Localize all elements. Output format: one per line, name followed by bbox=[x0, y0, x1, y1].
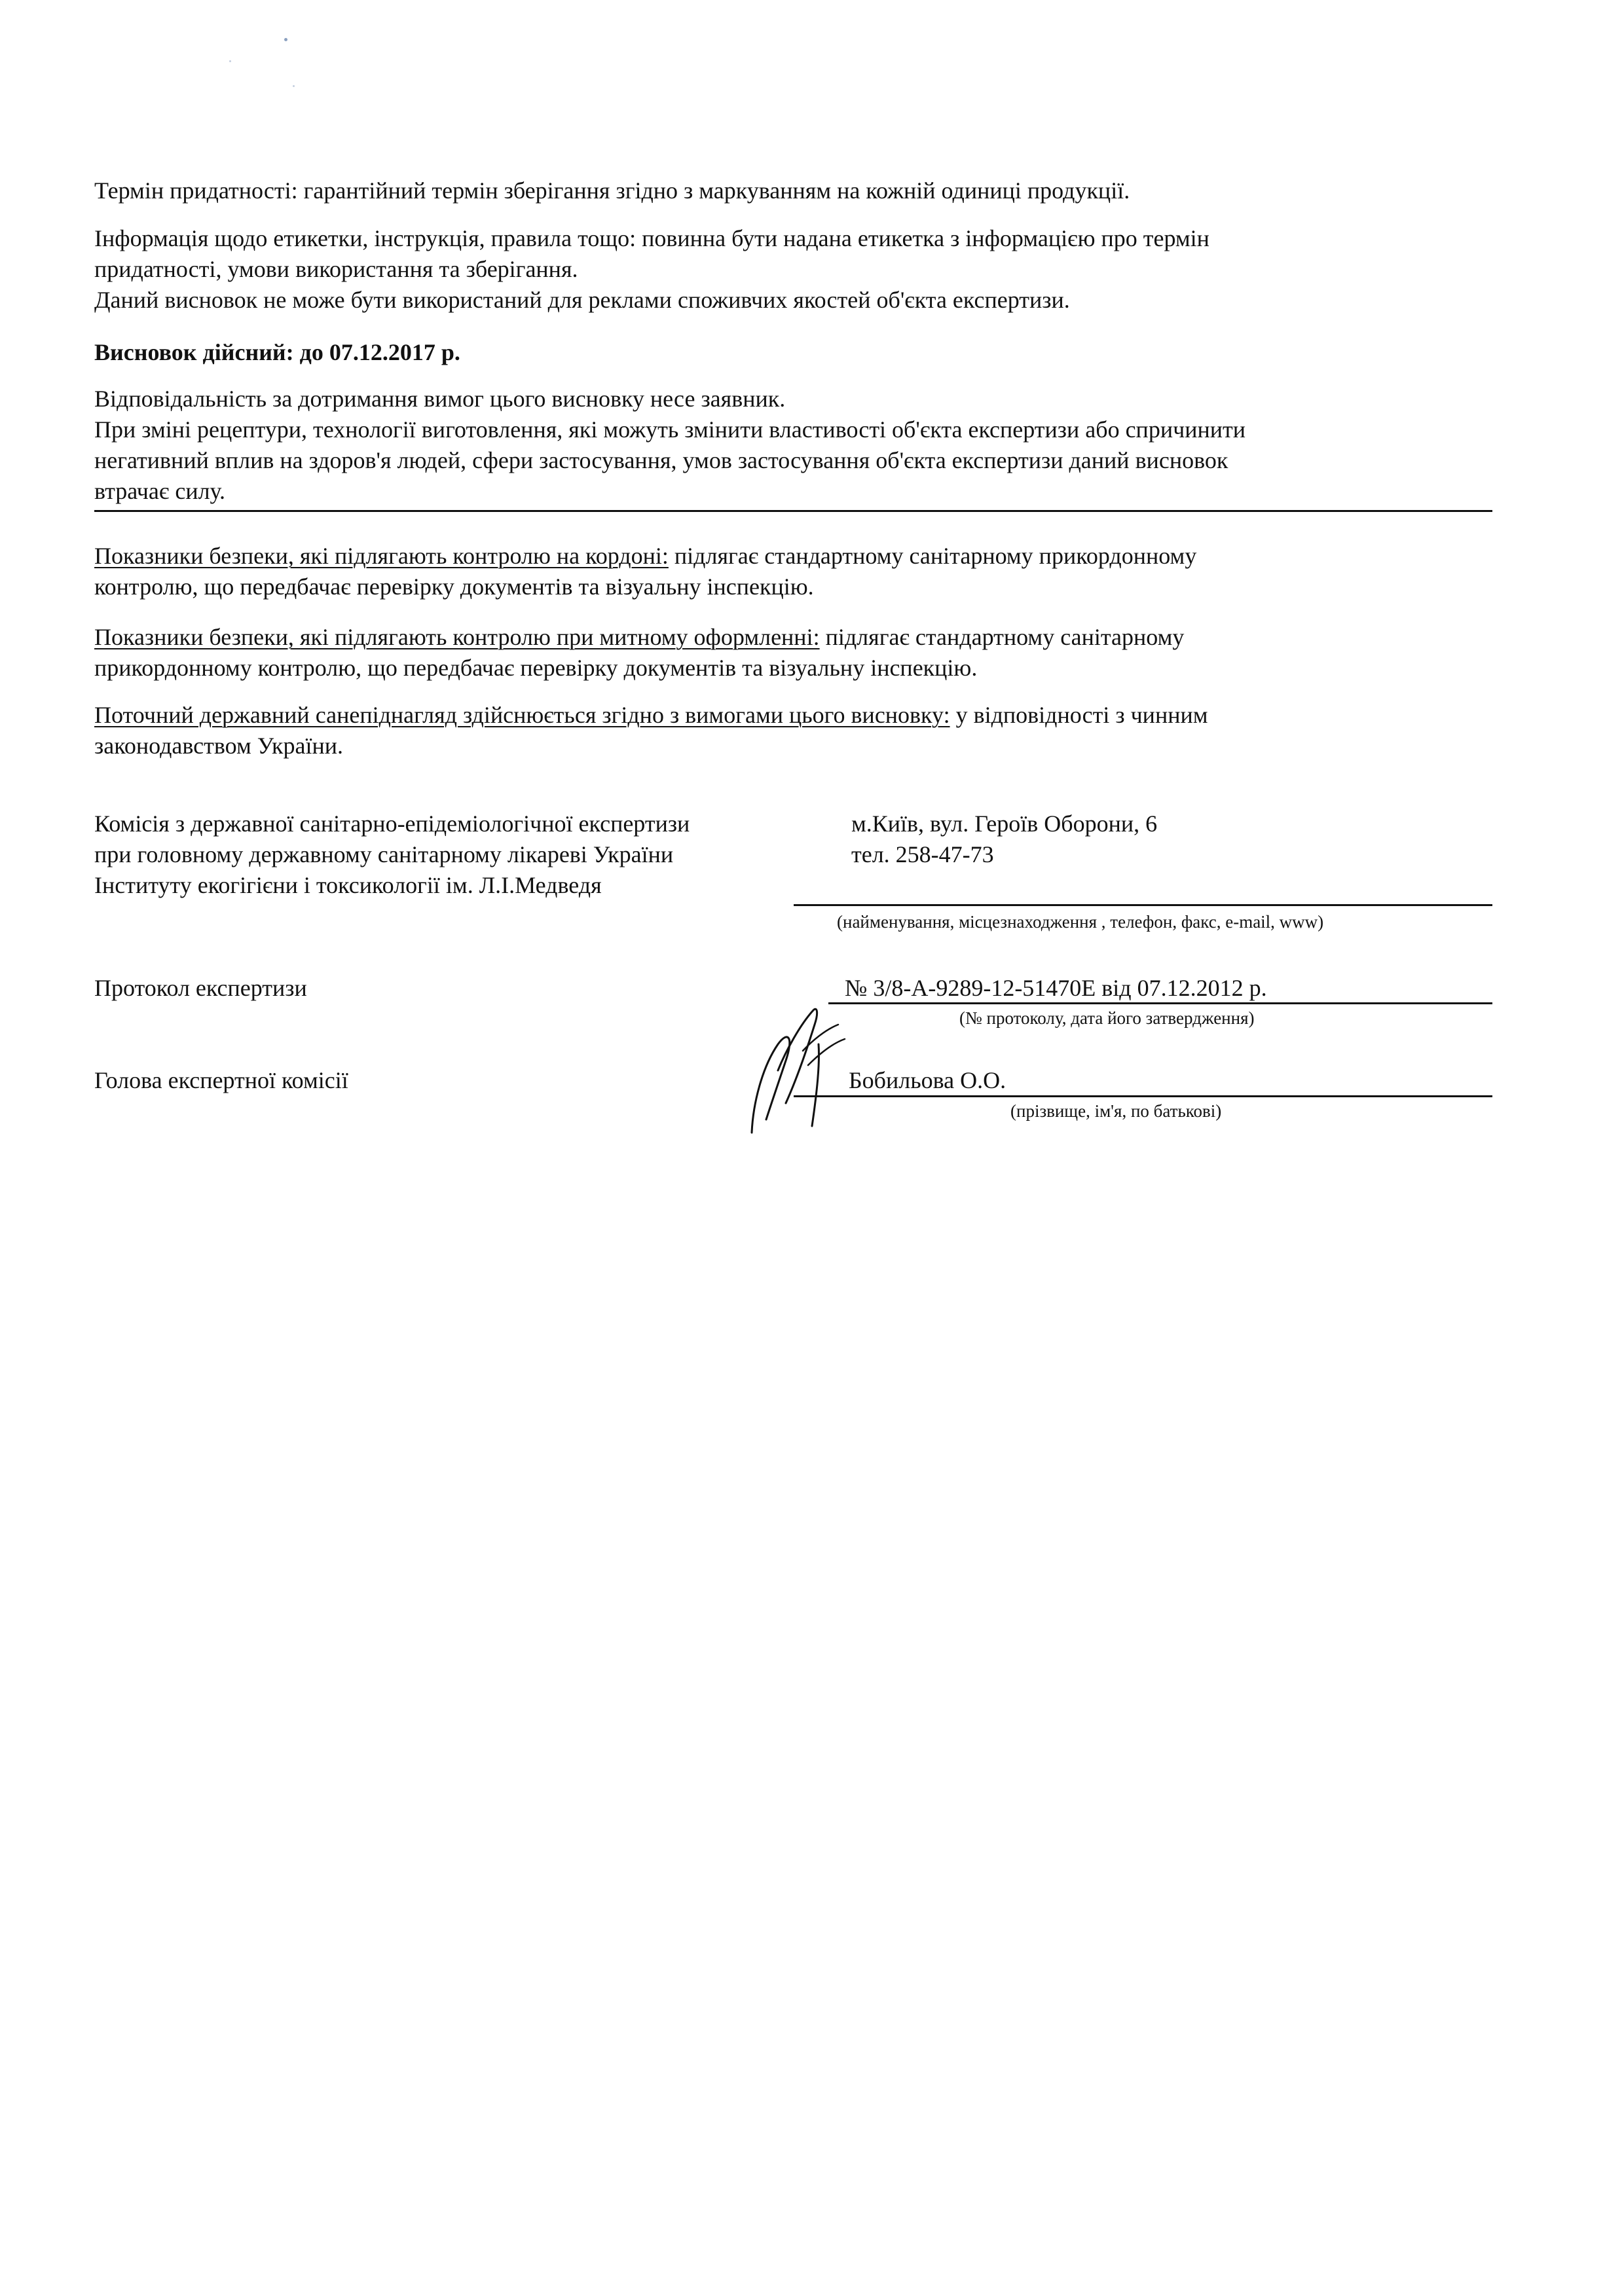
customs-control-paragraph bbox=[94, 622, 1483, 683]
protocol-underline bbox=[828, 1002, 1492, 1004]
customs-control-text: прикордонному контролю, що передбачає перевірку документів та візуальну інспекцію. bbox=[94, 655, 978, 681]
border-control-text: підлягає стандартному санітарному прикордонному bbox=[668, 543, 1197, 569]
scan-speck bbox=[293, 85, 295, 87]
validity-label: Висновок дійсний: bbox=[94, 339, 294, 365]
commission-address: м.Київ, вул. Героїв Оборони, 6 bbox=[851, 811, 1158, 837]
chairman-label: Голова експертної комісії bbox=[94, 1067, 348, 1093]
border-control-text: контролю, що передбачає перевірку документів та візуальну інспекцію. bbox=[94, 574, 814, 600]
responsibility-paragraph bbox=[94, 384, 1483, 507]
protocol-caption: (№ протоколу, дата його затвердження) bbox=[959, 1008, 1255, 1028]
chairman-name: Бобильова О.О. bbox=[849, 1067, 1006, 1093]
responsibility-line: Відповідальність за дотримання вимог цього висновку несе заявник. bbox=[94, 386, 786, 412]
section-divider bbox=[94, 510, 1492, 512]
label-info-paragraph bbox=[94, 223, 1483, 316]
handwritten-signature bbox=[740, 1005, 851, 1136]
validity-value: до 07.12.2017 р. bbox=[299, 339, 460, 365]
border-control-label: Показники безпеки, які підлягають контролю на кордоні: bbox=[94, 543, 669, 569]
commission-line: Комісія з державної санітарно-епідеміологічної експертизи bbox=[94, 811, 690, 837]
chairman-underline bbox=[794, 1095, 1492, 1097]
scan-speck bbox=[284, 38, 287, 41]
protocol-value: № 3/8-А-9289-12-51470Е від 07.12.2012 р. bbox=[845, 975, 1267, 1001]
commission-name bbox=[94, 809, 847, 901]
protocol-label: Протокол експертизи bbox=[94, 975, 307, 1001]
label-info-line: придатності, умови використання та зберігання. bbox=[94, 256, 578, 282]
commission-line: Інституту екогігієни і токсикології ім. Л.І.Медведя bbox=[94, 872, 602, 898]
responsibility-line: негативний вплив на здоров'я людей, сфери застосування, умов застосування об'єкта експертизи даний висновок bbox=[94, 447, 1228, 473]
responsibility-line: втрачає силу. bbox=[94, 478, 225, 504]
supervision-label: Поточний державний санепіднагляд здійснюється згідно з вимогами цього висновку: bbox=[94, 702, 950, 728]
customs-control-label: Показники безпеки, які підлягають контролю при митному оформленні: bbox=[94, 624, 820, 650]
customs-control-text: підлягає стандартному санітарному bbox=[819, 624, 1185, 650]
shelf-life-text: Термін придатності: гарантійний термін зберігання згідно з маркуванням на кожній одиниці продукції. bbox=[94, 177, 1130, 204]
supervision-text: у відповідності з чинним bbox=[950, 702, 1208, 728]
supervision-text: законодавством України. bbox=[94, 733, 344, 759]
validity-statement bbox=[94, 337, 1483, 368]
label-info-line: Даний висновок не може бути використаний для реклами споживчих якостей об'єкта експертизи. bbox=[94, 287, 1070, 313]
commission-phone: тел. 258-47-73 bbox=[851, 841, 994, 867]
commission-caption: (найменування, місцезнаходження , телефон, факс, e-mail, www) bbox=[837, 912, 1324, 932]
commission-underline bbox=[794, 904, 1492, 906]
border-control-paragraph bbox=[94, 541, 1483, 602]
commission-line: при головному державному санітарному лікареві України bbox=[94, 841, 674, 867]
scan-speck bbox=[229, 60, 231, 62]
responsibility-line: При зміні рецептури, технології виготовлення, які можуть змінити властивості об'єкта експертизи або спричинити bbox=[94, 416, 1246, 443]
supervision-paragraph bbox=[94, 700, 1483, 761]
label-info-line: Інформація щодо етикетки, інструкція, правила тощо: повинна бути надана етикетка з інформацією про термін bbox=[94, 225, 1209, 251]
chairman-caption: (прізвище, ім'я, по батькові) bbox=[1010, 1101, 1222, 1121]
